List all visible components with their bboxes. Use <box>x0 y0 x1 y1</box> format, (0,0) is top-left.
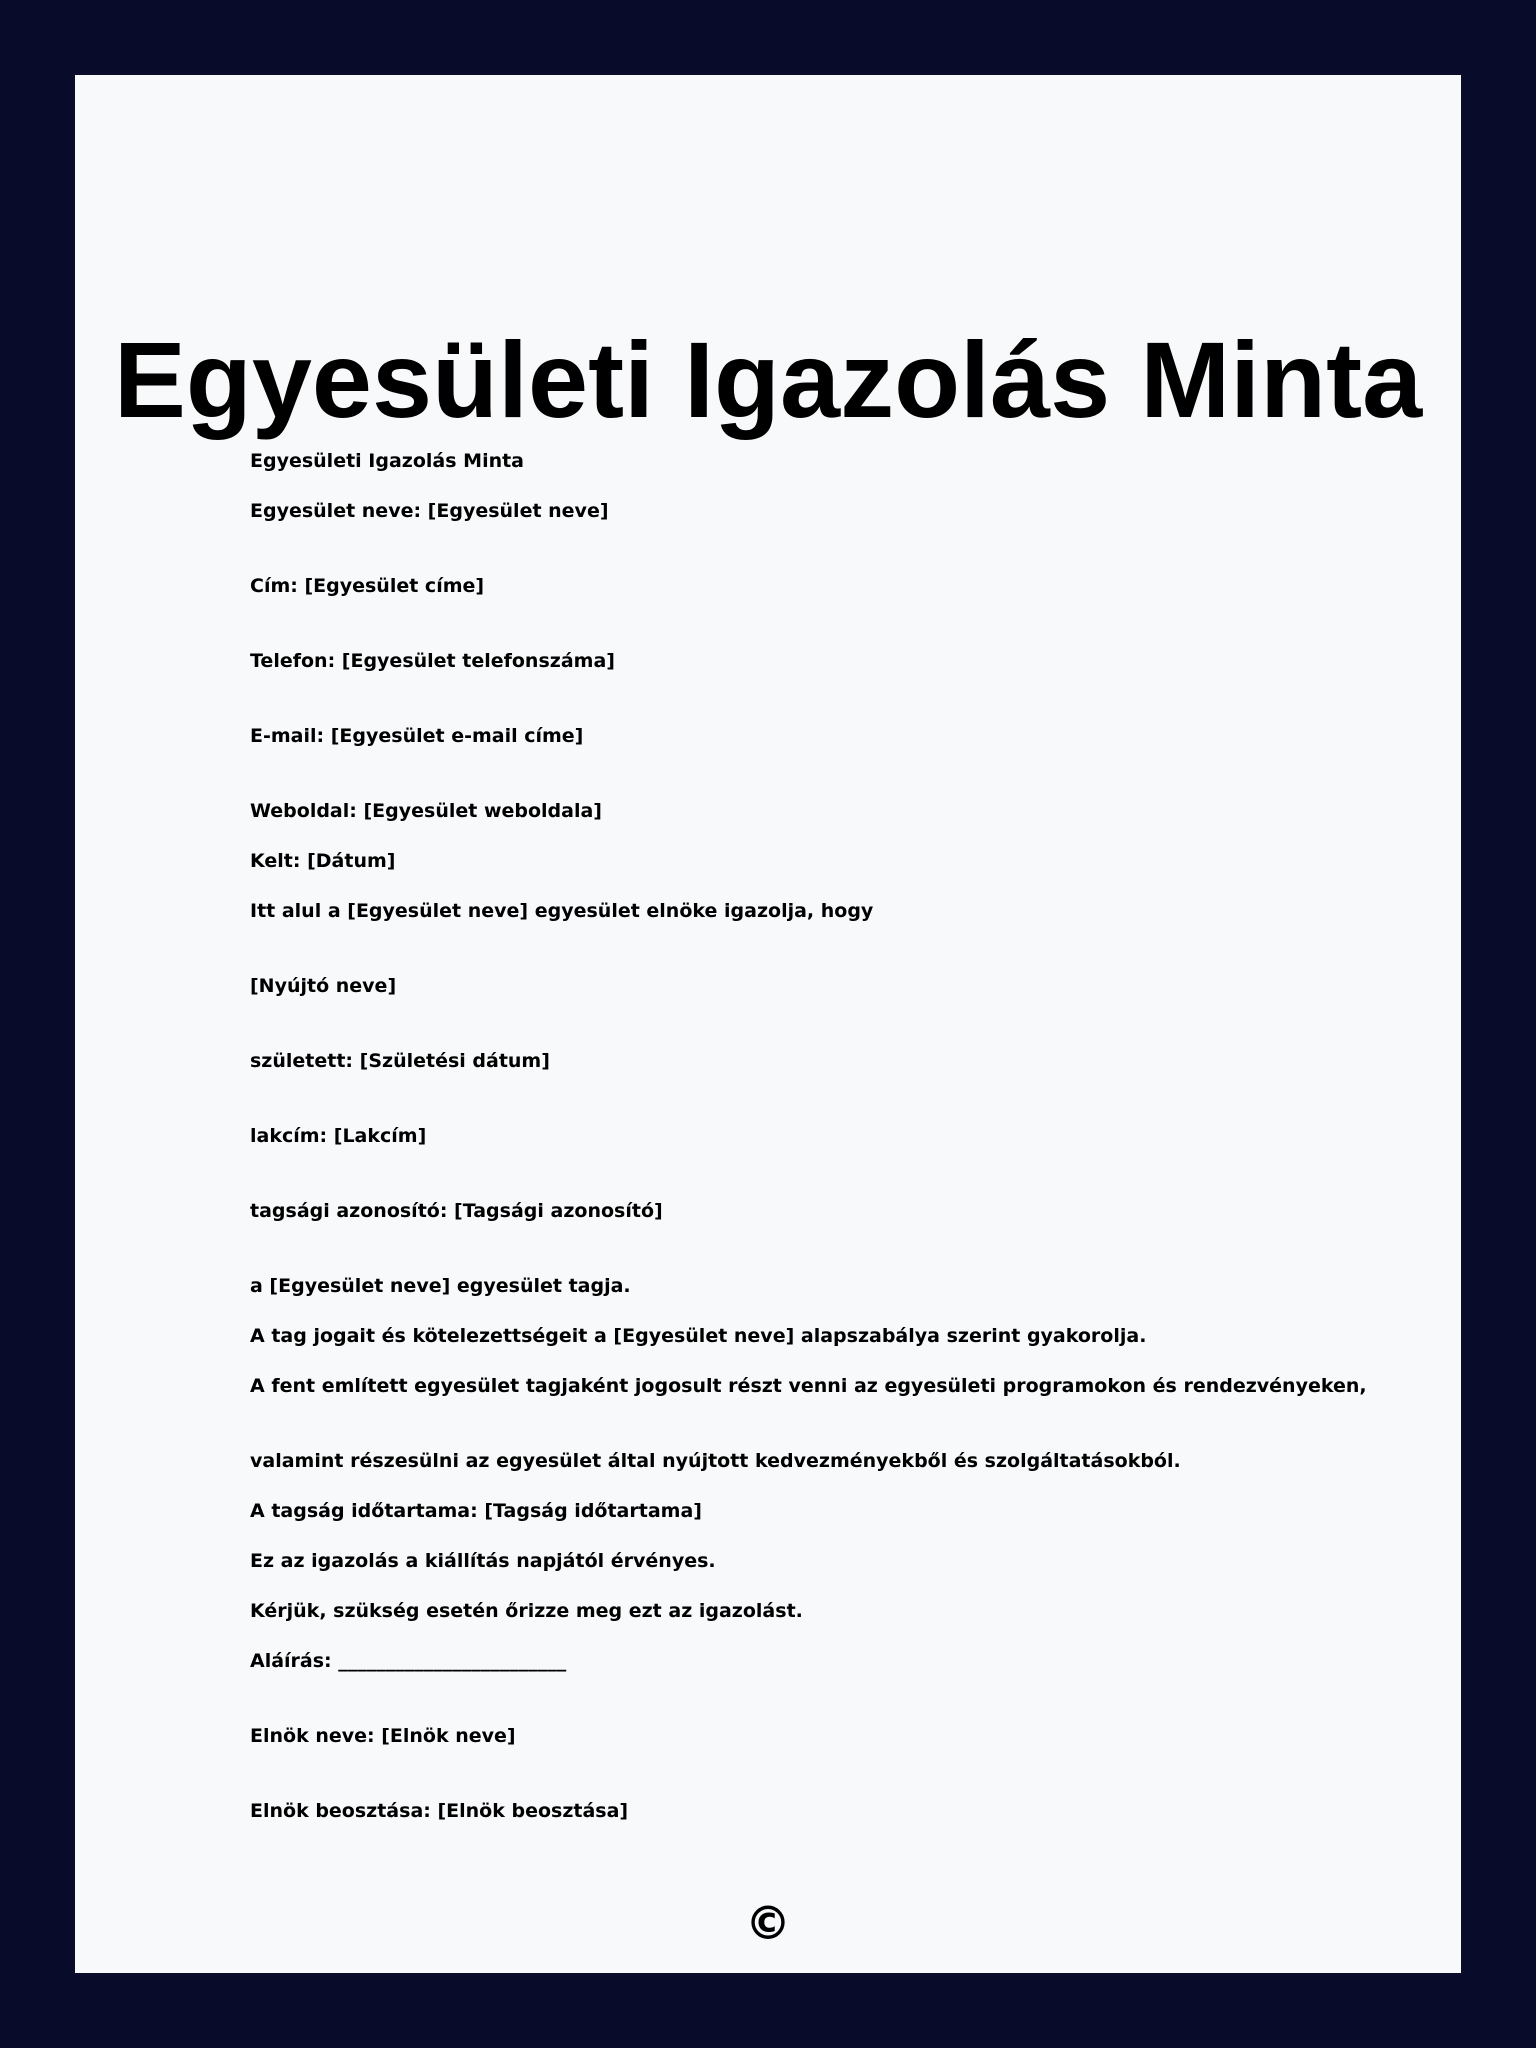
document-line-phone: Telefon: [Egyesület telefonszáma] <box>250 650 615 672</box>
document-line-association-name: Egyesület neve: [Egyesület neve] <box>250 500 609 522</box>
document-line-certification-intro: Itt alul a [Egyesület neve] egyesület elnöke igazolja, hogy <box>250 900 874 922</box>
page-title: Egyesületi Igazolás Minta <box>113 319 1423 440</box>
document-line-signature: Aláírás: ________________________ <box>250 1650 567 1672</box>
document-line-email: E-mail: [Egyesület e-mail címe] <box>250 725 584 747</box>
document-line-website: Weboldal: [Egyesület weboldala] <box>250 800 602 822</box>
document-line-member-status: a [Egyesület neve] egyesület tagja. <box>250 1275 631 1297</box>
document-line-residence: lakcím: [Lakcím] <box>250 1125 427 1147</box>
document-page <box>75 75 1461 1973</box>
document-line-entitlement-1: A fent említett egyesület tagjaként jogosult részt venni az egyesületi programokon és rendezvényeken, <box>250 1375 1367 1397</box>
document-line-president-title: Elnök beosztása: [Elnök beosztása] <box>250 1800 629 1822</box>
document-line-rights: A tag jogait és kötelezettségeit a [Egyesület neve] alapszabálya szerint gyakorolja. <box>250 1325 1147 1347</box>
document-line-president-name: Elnök neve: [Elnök neve] <box>250 1725 516 1747</box>
copyright-icon: © <box>745 1896 791 1950</box>
document-line-date: Kelt: [Dátum] <box>250 850 396 872</box>
document-line-address: Cím: [Egyesület címe] <box>250 575 485 597</box>
document-line-membership-id: tagsági azonosító: [Tagsági azonosító] <box>250 1200 663 1222</box>
document-line-member-name: [Nyújtó neve] <box>250 975 397 997</box>
document-line-entitlement-2: valamint részesülni az egyesület által nyújtott kedvezményekből és szolgáltatásokból. <box>250 1450 1181 1472</box>
document-line-keep-notice: Kérjük, szükség esetén őrizze meg ezt az igazolást. <box>250 1600 803 1622</box>
document-line-validity: Ez az igazolás a kiállítás napjától érvényes. <box>250 1550 716 1572</box>
document-line-birth-date: született: [Születési dátum] <box>250 1050 550 1072</box>
document-line-membership-duration: A tagság időtartama: [Tagság időtartama] <box>250 1500 702 1522</box>
document-line-heading: Egyesületi Igazolás Minta <box>250 450 525 472</box>
